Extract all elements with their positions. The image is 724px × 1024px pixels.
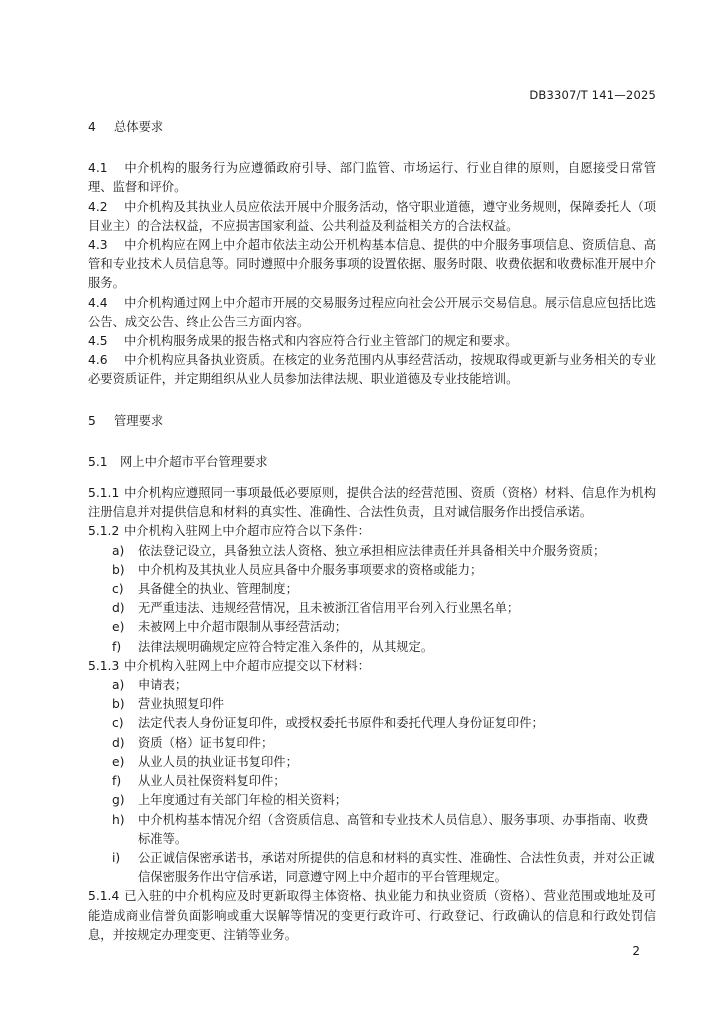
clause-text: 中介机构及其执业人员应依法开展中介服务活动，恪守职业道德，遵守业务规则，保障委托人（项目业主）的合法权益，不应损害国家利益、公共利益及利益相关方的合法权益。 bbox=[88, 199, 656, 233]
list-item-text: 中介机构及其执业人员应具备中介服务事项要求的资格或能力； bbox=[138, 562, 483, 577]
clause-number: 5.1.2 bbox=[88, 524, 120, 539]
clause-text: 中介机构入驻网上中介超市应符合以下条件： bbox=[124, 524, 370, 539]
list-item-text: 公正诚信保密承诺书，承诺对所提供的信息和材料的真实性、准确性、合法性负责，并对公正诚信保密服务作出守信承诺，同意遵守网上中介超市的平台管理规定。 bbox=[138, 850, 655, 885]
list-marker: a) bbox=[112, 543, 125, 558]
list-marker: c) bbox=[112, 582, 124, 597]
clause-number: 4.4 bbox=[88, 295, 108, 310]
list-item bbox=[88, 734, 656, 753]
clause-text: 中介机构服务成果的报告格式和内容应符合行业主管部门的规定和要求。 bbox=[124, 334, 518, 349]
section-title: 总体要求 bbox=[114, 120, 164, 134]
section-number: 5 bbox=[88, 413, 96, 428]
subsection-heading-5-1 bbox=[88, 453, 656, 472]
subsection-title: 网上中介超市平台管理要求 bbox=[120, 454, 268, 469]
list-item-text: 从业人员的执业证书复印件； bbox=[138, 754, 298, 769]
clause-text: 中介机构应在网上中介超市依法主动公开机构基本信息、提供的中介服务事项信息、资质信息、高管和专业技术人员信息等。同时遵照中介服务事项的设置依据、服务时限、收费依据和收费标准开展中介服务。 bbox=[88, 238, 656, 291]
list-item bbox=[88, 849, 656, 887]
subsection-number: 5.1 bbox=[88, 454, 108, 469]
page-number: 2 bbox=[632, 944, 640, 958]
materials-list bbox=[88, 676, 656, 887]
list-item-text: 上年度通过有关部门年检的相关资料； bbox=[138, 793, 348, 808]
list-marker: h) bbox=[112, 812, 125, 827]
clause-number: 4.2 bbox=[88, 199, 108, 214]
list-item-text: 依法登记设立，具备独立法人资格、独立承担相应法律责任并具备相关中介服务资质； bbox=[138, 543, 606, 558]
list-marker: i) bbox=[112, 850, 121, 865]
list-marker: a) bbox=[112, 678, 125, 693]
list-item-text: 未被网上中介超市限制从事经营活动； bbox=[138, 620, 348, 635]
list-item-text: 从业人员社保资料复印件； bbox=[138, 774, 286, 789]
clause-5-1-1 bbox=[88, 484, 656, 522]
list-item bbox=[88, 618, 656, 637]
list-marker: c) bbox=[112, 716, 124, 731]
clause-number: 4.3 bbox=[88, 238, 108, 253]
list-item bbox=[88, 811, 656, 849]
list-marker: b) bbox=[112, 697, 125, 712]
clause-text: 中介机构应遵照同一事项最低必要原则，提供合法的经营范围、资质（资格）材料、信息作为机构注册信息并对提供信息和材料的真实性、准确性、合法性负责，且对诚信服务作出授信承诺。 bbox=[88, 486, 656, 520]
list-marker: d) bbox=[112, 601, 125, 616]
list-item-text: 营业执照复印件 bbox=[138, 697, 225, 712]
list-item bbox=[88, 580, 656, 599]
clause-number: 5.1.3 bbox=[88, 658, 120, 673]
clause-text: 中介机构通过网上中介超市开展的交易服务过程应向社会公开展示交易信息。展示信息应包括比选公告、成交公告、终止公告三方面内容。 bbox=[88, 295, 656, 329]
clause-number: 5.1.1 bbox=[88, 486, 120, 501]
list-item bbox=[88, 599, 656, 618]
clause-4-3 bbox=[88, 236, 656, 294]
conditions-list bbox=[88, 542, 656, 657]
clause-number: 5.1.4 bbox=[88, 889, 120, 904]
clause-4-2 bbox=[88, 198, 656, 236]
list-item-text: 申请表； bbox=[138, 678, 188, 693]
list-marker: b) bbox=[112, 562, 125, 577]
list-item bbox=[88, 561, 656, 580]
list-marker: f) bbox=[112, 774, 122, 789]
standard-code: DB3307/T 141—2025 bbox=[529, 88, 656, 102]
clause-4-6 bbox=[88, 351, 656, 389]
clause-4-1 bbox=[88, 159, 656, 197]
list-item bbox=[88, 772, 656, 791]
list-item bbox=[88, 714, 656, 733]
section-number: 4 bbox=[88, 120, 96, 134]
section-title: 管理要求 bbox=[114, 413, 164, 428]
clause-number: 4.5 bbox=[88, 334, 108, 349]
list-item bbox=[88, 676, 656, 695]
clause-number: 4.6 bbox=[88, 353, 108, 368]
list-item bbox=[88, 753, 656, 772]
list-item-text: 具备健全的执业、管理制度； bbox=[138, 582, 298, 597]
list-marker: e) bbox=[112, 620, 125, 635]
list-item-text: 无严重违法、违规经营情况，且未被浙江省信用平台列入行业黑名单； bbox=[138, 601, 520, 616]
list-item-text: 中介机构基本情况介绍（含资质信息、高管和专业技术人员信息）、服务事项、办事指南、收费标准等。 bbox=[138, 812, 649, 846]
clause-5-1-2 bbox=[88, 522, 656, 541]
clause-text: 已入驻的中介机构应及时更新取得主体资格、执业能力和执业资质（资格）、营业范围或地址及可能造成商业信誉负面影响或重大误解等情况的变更行政许可、行政登记、行政确认的信息和行政处罚信息，并按规定办理变更、注销等业务。 bbox=[88, 889, 656, 942]
clause-number: 4.1 bbox=[88, 161, 108, 176]
clause-5-1-4 bbox=[88, 887, 656, 945]
clause-5-1-3 bbox=[88, 657, 656, 676]
list-marker: e) bbox=[112, 754, 125, 769]
clause-text: 中介机构应具备执业资质。在核定的业务范围内从事经营活动，按规取得或更新与业务相关的专业必要资质证件，并定期组织从业人员参加法律法规、职业道德及专业技能培训。 bbox=[88, 353, 656, 387]
clause-4-4 bbox=[88, 294, 656, 332]
list-item-text: 法律法规明确规定应符合特定准入条件的，从其规定。 bbox=[138, 639, 434, 654]
clause-text: 中介机构的服务行为应遵循政府引导、部门监管、市场运行、行业自律的原则，自愿接受日常管理、监督和评价。 bbox=[88, 161, 656, 195]
list-item bbox=[88, 791, 656, 810]
section-heading-4 bbox=[88, 118, 656, 137]
list-marker: g) bbox=[112, 793, 125, 808]
list-item bbox=[88, 638, 656, 657]
document-body bbox=[88, 118, 656, 945]
list-marker: d) bbox=[112, 735, 125, 750]
list-marker: f) bbox=[112, 639, 122, 654]
list-item-text: 法定代表人身份证复印件，或授权委托书原件和委托代理人身份证复印件； bbox=[138, 716, 544, 731]
list-item bbox=[88, 542, 656, 561]
section-heading-5 bbox=[88, 412, 656, 431]
list-item bbox=[88, 695, 656, 714]
clause-4-5 bbox=[88, 332, 656, 351]
list-item-text: 资质（格）证书复印件； bbox=[138, 735, 274, 750]
clause-text: 中介机构入驻网上中介超市应提交以下材料： bbox=[124, 658, 370, 673]
